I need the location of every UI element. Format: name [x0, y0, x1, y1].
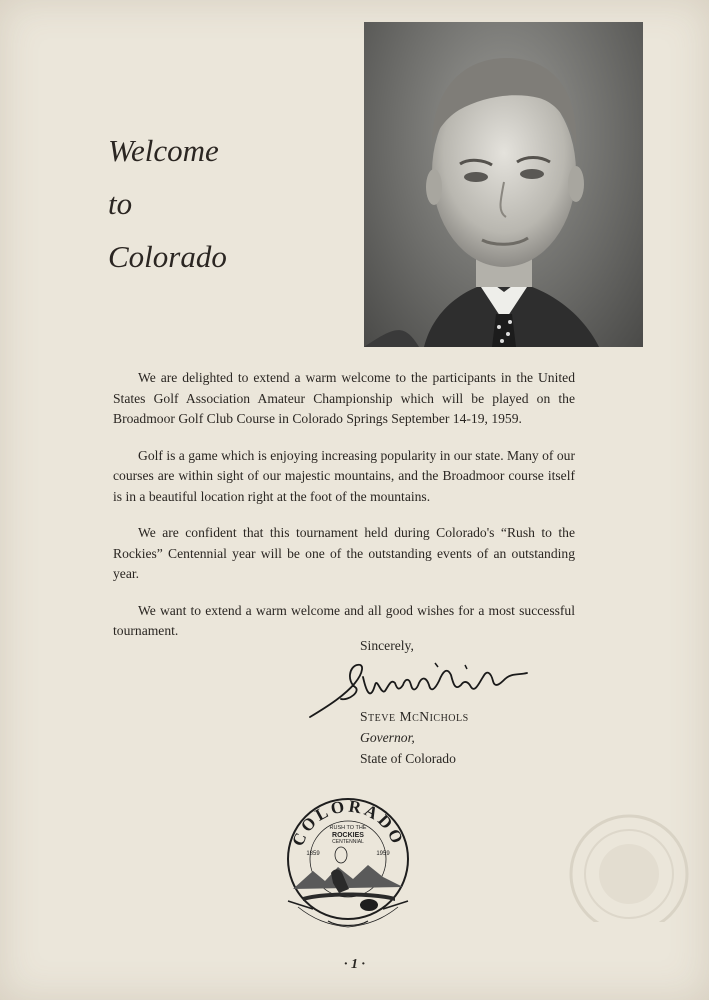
signer-name: Steve McNichols [360, 709, 469, 724]
paragraph: We are confident that this tournament held during Colorado's “Rush to the Rockies” Centennial year will be one of the outstanding events of an outstanding year. [113, 525, 575, 581]
salutation: Sincerely, [360, 638, 414, 653]
seal-year-start: 1859 [306, 851, 320, 857]
signer-title: Governor, [360, 730, 415, 745]
paragraph: Golf is a game which is enjoying increasing popularity in our state. Many of our courses are within sight of our majestic mountains, and the Broadmoor course itself is in a beautiful location right at the foot of the mountains. [113, 447, 575, 504]
heading-line-1: Welcome [108, 133, 219, 168]
page-number: · 1 · [344, 957, 365, 972]
colorado-centennial-seal [283, 797, 413, 935]
seal-line-1: RUSH TO THE [329, 825, 367, 831]
governor-portrait [364, 22, 643, 347]
heading-line-2: to [108, 186, 133, 221]
heading-line-3: Colorado [108, 239, 227, 274]
welcome-heading [108, 124, 348, 283]
paragraph: We are delighted to extend a warm welcome to the participants in the United States Golf Association Amateur Championship which will be played on the Broadmoor Golf Club Course in Colorado Springs September 14-19, 1959. [113, 370, 575, 426]
signer-state: State of Colorado [360, 751, 456, 766]
letter-body [113, 368, 575, 658]
seal-year-end: 1959 [376, 851, 390, 857]
embossed-stamp [555, 812, 703, 922]
seal-line-2: ROCKIES [332, 832, 364, 839]
seal-line-3: CENTENNIAL [332, 839, 364, 845]
paragraph: We want to extend a warm welcome and all good wishes for a most successful tournament. [113, 602, 575, 638]
seal-arc-text: COLORADO [288, 797, 408, 849]
letter-closing [360, 635, 560, 769]
